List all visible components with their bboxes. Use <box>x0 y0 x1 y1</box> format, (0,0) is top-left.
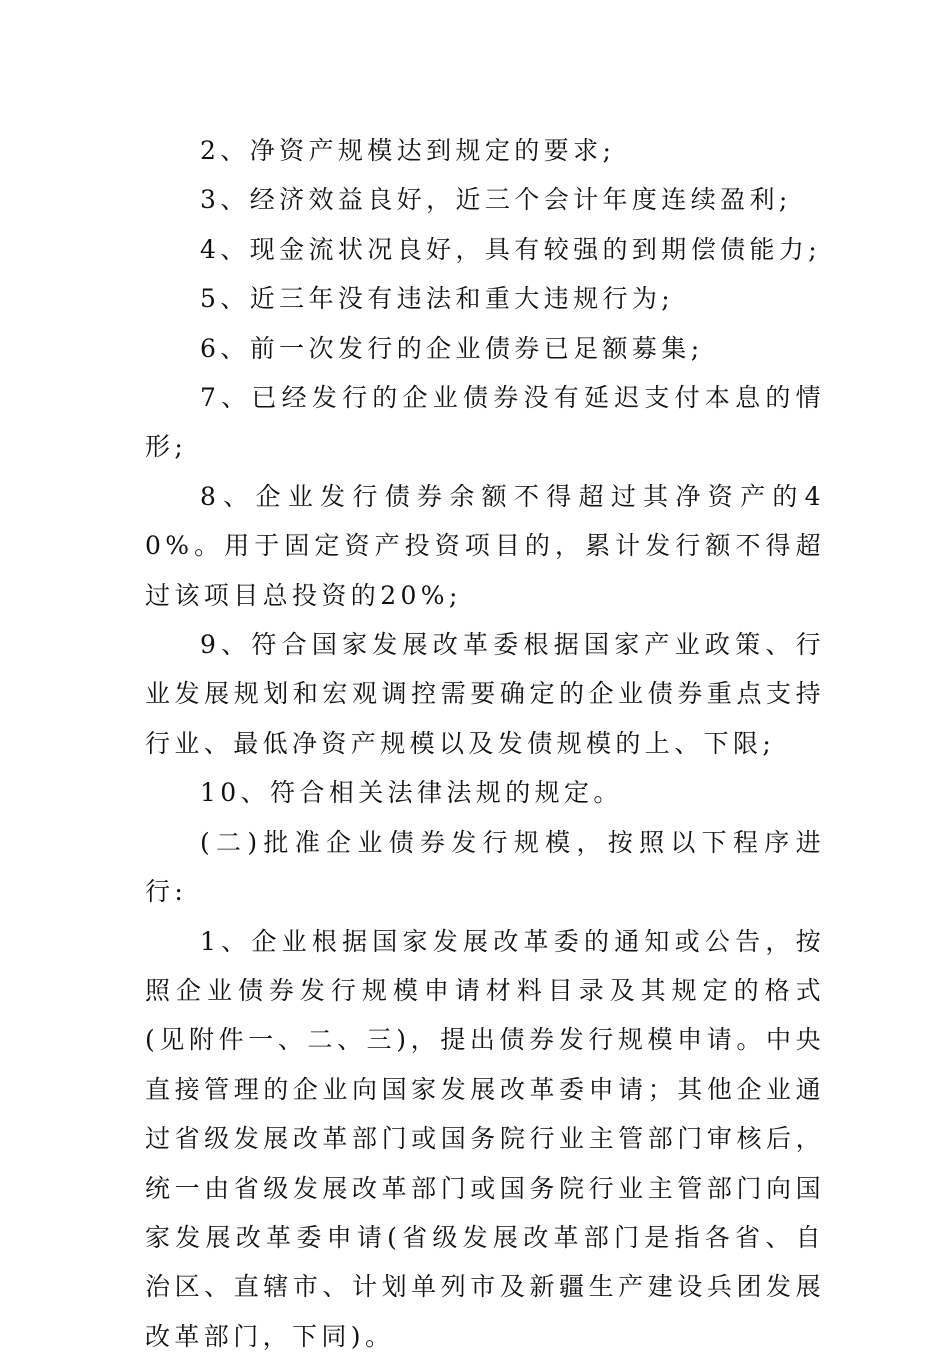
condition-2-paragraph: 2、净资产规模达到规定的要求; <box>145 126 825 175</box>
procedure-1-paragraph: 1、企业根据国家发展改革委的通知或公告，按照企业债券发行规模申请材料目录及其规定的格式(见附件一、二、三)，提出债券发行规模申请。中央直接管理的企业向国家发展改革委申请；其他企业通过省级发展改革部门或国务院行业主管部门审核后，统一由省级发展改革部门或国务院行业主管部门向国家发展改革委申请(省级发展改革部门是指各省、自治区、直辖市、计划单列市及新疆生产建设兵团发展改革部门，下同)。 <box>145 917 825 1361</box>
condition-3-paragraph: 3、经济效益良好，近三个会计年度连续盈利; <box>145 175 825 224</box>
condition-10-paragraph: 10、符合相关法律法规的规定。 <box>145 768 825 817</box>
condition-6-paragraph: 6、前一次发行的企业债券已足额募集; <box>145 324 825 373</box>
condition-7-paragraph: 7、已经发行的企业债券没有延迟支付本息的情形; <box>145 373 825 472</box>
condition-9-paragraph: 9、符合国家发展改革委根据国家产业政策、行业发展规划和宏观调控需要确定的企业债券重点支持行业、最低净资产规模以及发债规模的上、下限; <box>145 620 825 768</box>
section-heading-procedure: (二)批准企业债券发行规模，按照以下程序进行: <box>145 818 825 917</box>
condition-4-paragraph: 4、现金流状况良好，具有较强的到期偿债能力; <box>145 225 825 274</box>
document-body <box>145 126 825 1361</box>
condition-5-paragraph: 5、近三年没有违法和重大违规行为; <box>145 274 825 323</box>
condition-8-paragraph: 8、企业发行债券余额不得超过其净资产的40%。用于固定资产投资项目的，累计发行额不得超过该项目总投资的20%; <box>145 472 825 620</box>
